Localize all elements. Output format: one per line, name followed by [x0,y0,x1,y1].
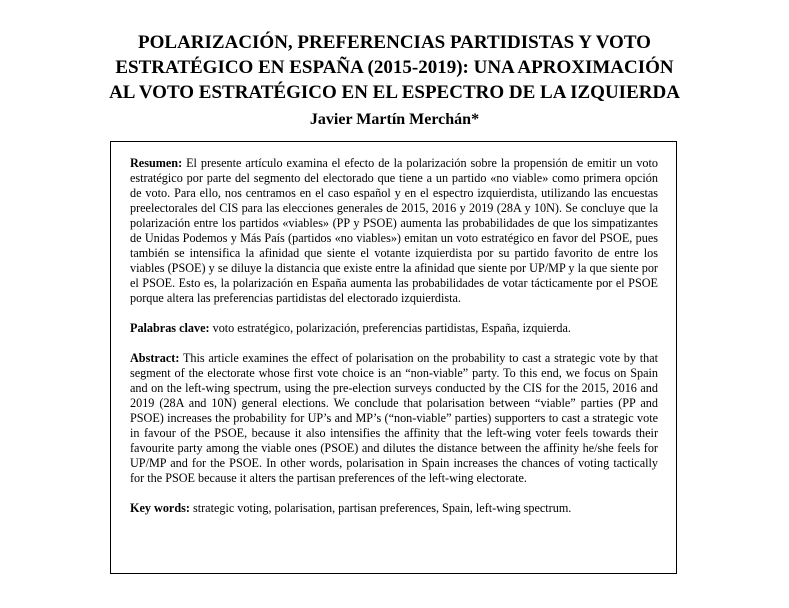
resumen-paragraph [130,156,658,306]
palabras-clave-label: Palabras clave: [130,321,210,335]
paper-title-line-1: POLARIZACIÓN, PREFERENCIAS PARTIDISTAS Y VOTO [138,32,651,53]
key-words-text: strategic voting, polarisation, partisan preferences, Spain, left-wing spectrum. [192,501,572,515]
abstract-label: Abstract: [130,351,180,365]
author-name: Javier Martín Merchán* [309,111,480,128]
palabras-clave-paragraph [130,321,658,336]
resumen-label: Resumen: [130,156,183,170]
key-words-paragraph [130,501,658,516]
abstract-text: This article examines the effect of polarisation on the probability to cast a strategic vote by that segment of the electorate whose first vote choice is an “non-viable” party. To this end, we focus on Spain and on the left-wing spectrum, using the pre-election surveys conducted by the CIS for the 2015, 2016 and 2019 (28A and 10N) general elections. We conclude that polarisation between “viable” parties (PP and PSOE) increases the probability for UP’s and MP’s (“non-viable” parties) supporters to cast a strategic vote in favour of the PSOE, because it also intensifies the affinity that the left-wing voter feels towards their favourite party among the viable ones (PSOE) and dilutes the distance between the affinity he/she feels for UP/MP and for the PSOE. In other words, polarisation in Spain increases the chances of voting tactically for the PSOE because it alters the partisan preferences of the left-wing electorate. [130,351,658,485]
palabras-clave-text: voto estratégico, polarización, preferencias partidistas, España, izquierda. [212,321,571,335]
paper-title-line-2: ESTRATÉGICO EN ESPAÑA (2015-2019): UNA APROXIMACIÓN [115,57,674,78]
key-words-label: Key words: [130,501,190,515]
abstract-box [110,141,677,574]
resumen-text: El presente artículo examina el efecto de la polarización sobre la propensión de emitir un voto estratégico por parte del segmento del electorado que tiene a un partido «no viable» como primera opción de voto. Para ello, nos centramos en el caso español y en el espectro izquierdista, utilizando las encuestas preelectorales del CIS para las elecciones generales de 2015, 2016 y 2019 (28A y 10N). Se concluye que la polarización entre los partidos «viables» (PP y PSOE) aumenta las probabilidades de que los simpatizantes de Unidas Podemos y Más País (partidos «no viables») emitan un voto estratégico en favor del PSOE, pues también se intensifica la afinidad que siente el votante izquierdista por su partido favorito de entre los viables (PSOE) y se diluye la distancia que existe entre la afinidad que siente por UP/MP y la que siente por el PSOE. Esto es, la polarización en España aumenta las probabilidades de votar tácticamente por el PSOE porque altera las preferencias partidistas del electorado izquierdista. [130,156,658,305]
paper-title-line-3: AL VOTO ESTRATÉGICO EN EL ESPECTRO DE LA IZQUIERDA [109,82,680,103]
abstract-paragraph [130,351,658,486]
paper-title [60,30,729,105]
